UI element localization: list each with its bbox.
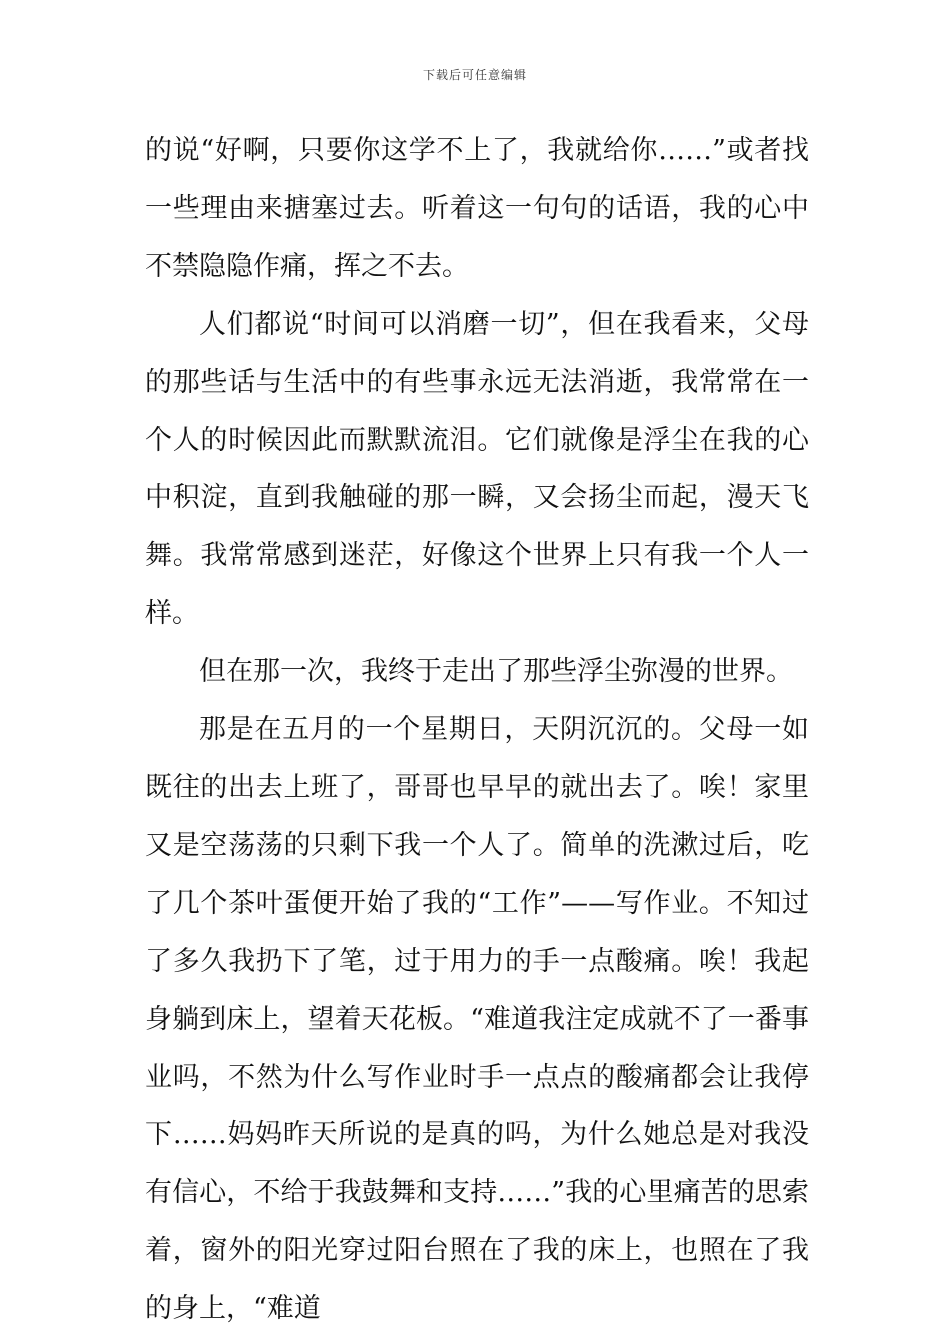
paragraph-4: 那是在五月的一个星期日，天阴沉沉的。父母一如既往的出去上班了，哥哥也早早的就出去了。唉！家里又是空荡荡的只剩下我一个人了。简单的洗漱过后，吃了几个茶叶蛋便开始了我的“工作”——写作业。不知过了多久我扔下了笔，过于用力的手一点酸痛。唉！我起身躺到床上，望着天花板。“难道我注定成就不了一番事业吗，不然为什么写作业时手一点点的酸痛都会让我停下……妈妈昨天所说的是真的吗，为什么她总是对我没有信心，不给于我鼓舞和支持……”我的心里痛苦的思索着，窗外的阳光穿过阳台照在了我的床上，也照在了我的身上，“难道 — [145, 714, 809, 1325]
paragraph-2: 人们都说“时间可以消磨一切”，但在我看来，父母的那些话与生活中的有些事永远无法消逝，我常常在一个人的时候因此而默默流泪。它们就像是浮尘在我的心中积淀，直到我触碰的那一瞬，又会扬尘而起，漫天飞舞。我常常感到迷茫，好像这个世界上只有我一个人一样。 — [145, 308, 809, 630]
page-header: 下载后可任意编辑 — [422, 68, 527, 82]
paragraph-3: 但在那一次，我终于走出了那些浮尘弥漫的世界。 — [199, 656, 793, 688]
paragraph-1: 的说“好啊，只要你这学不上了，我就给你……”或者找一些理由来搪塞过去。听着这一句句的话语，我的心中不禁隐隐作痛，挥之不去。 — [145, 135, 809, 282]
body-text — [145, 122, 809, 1338]
